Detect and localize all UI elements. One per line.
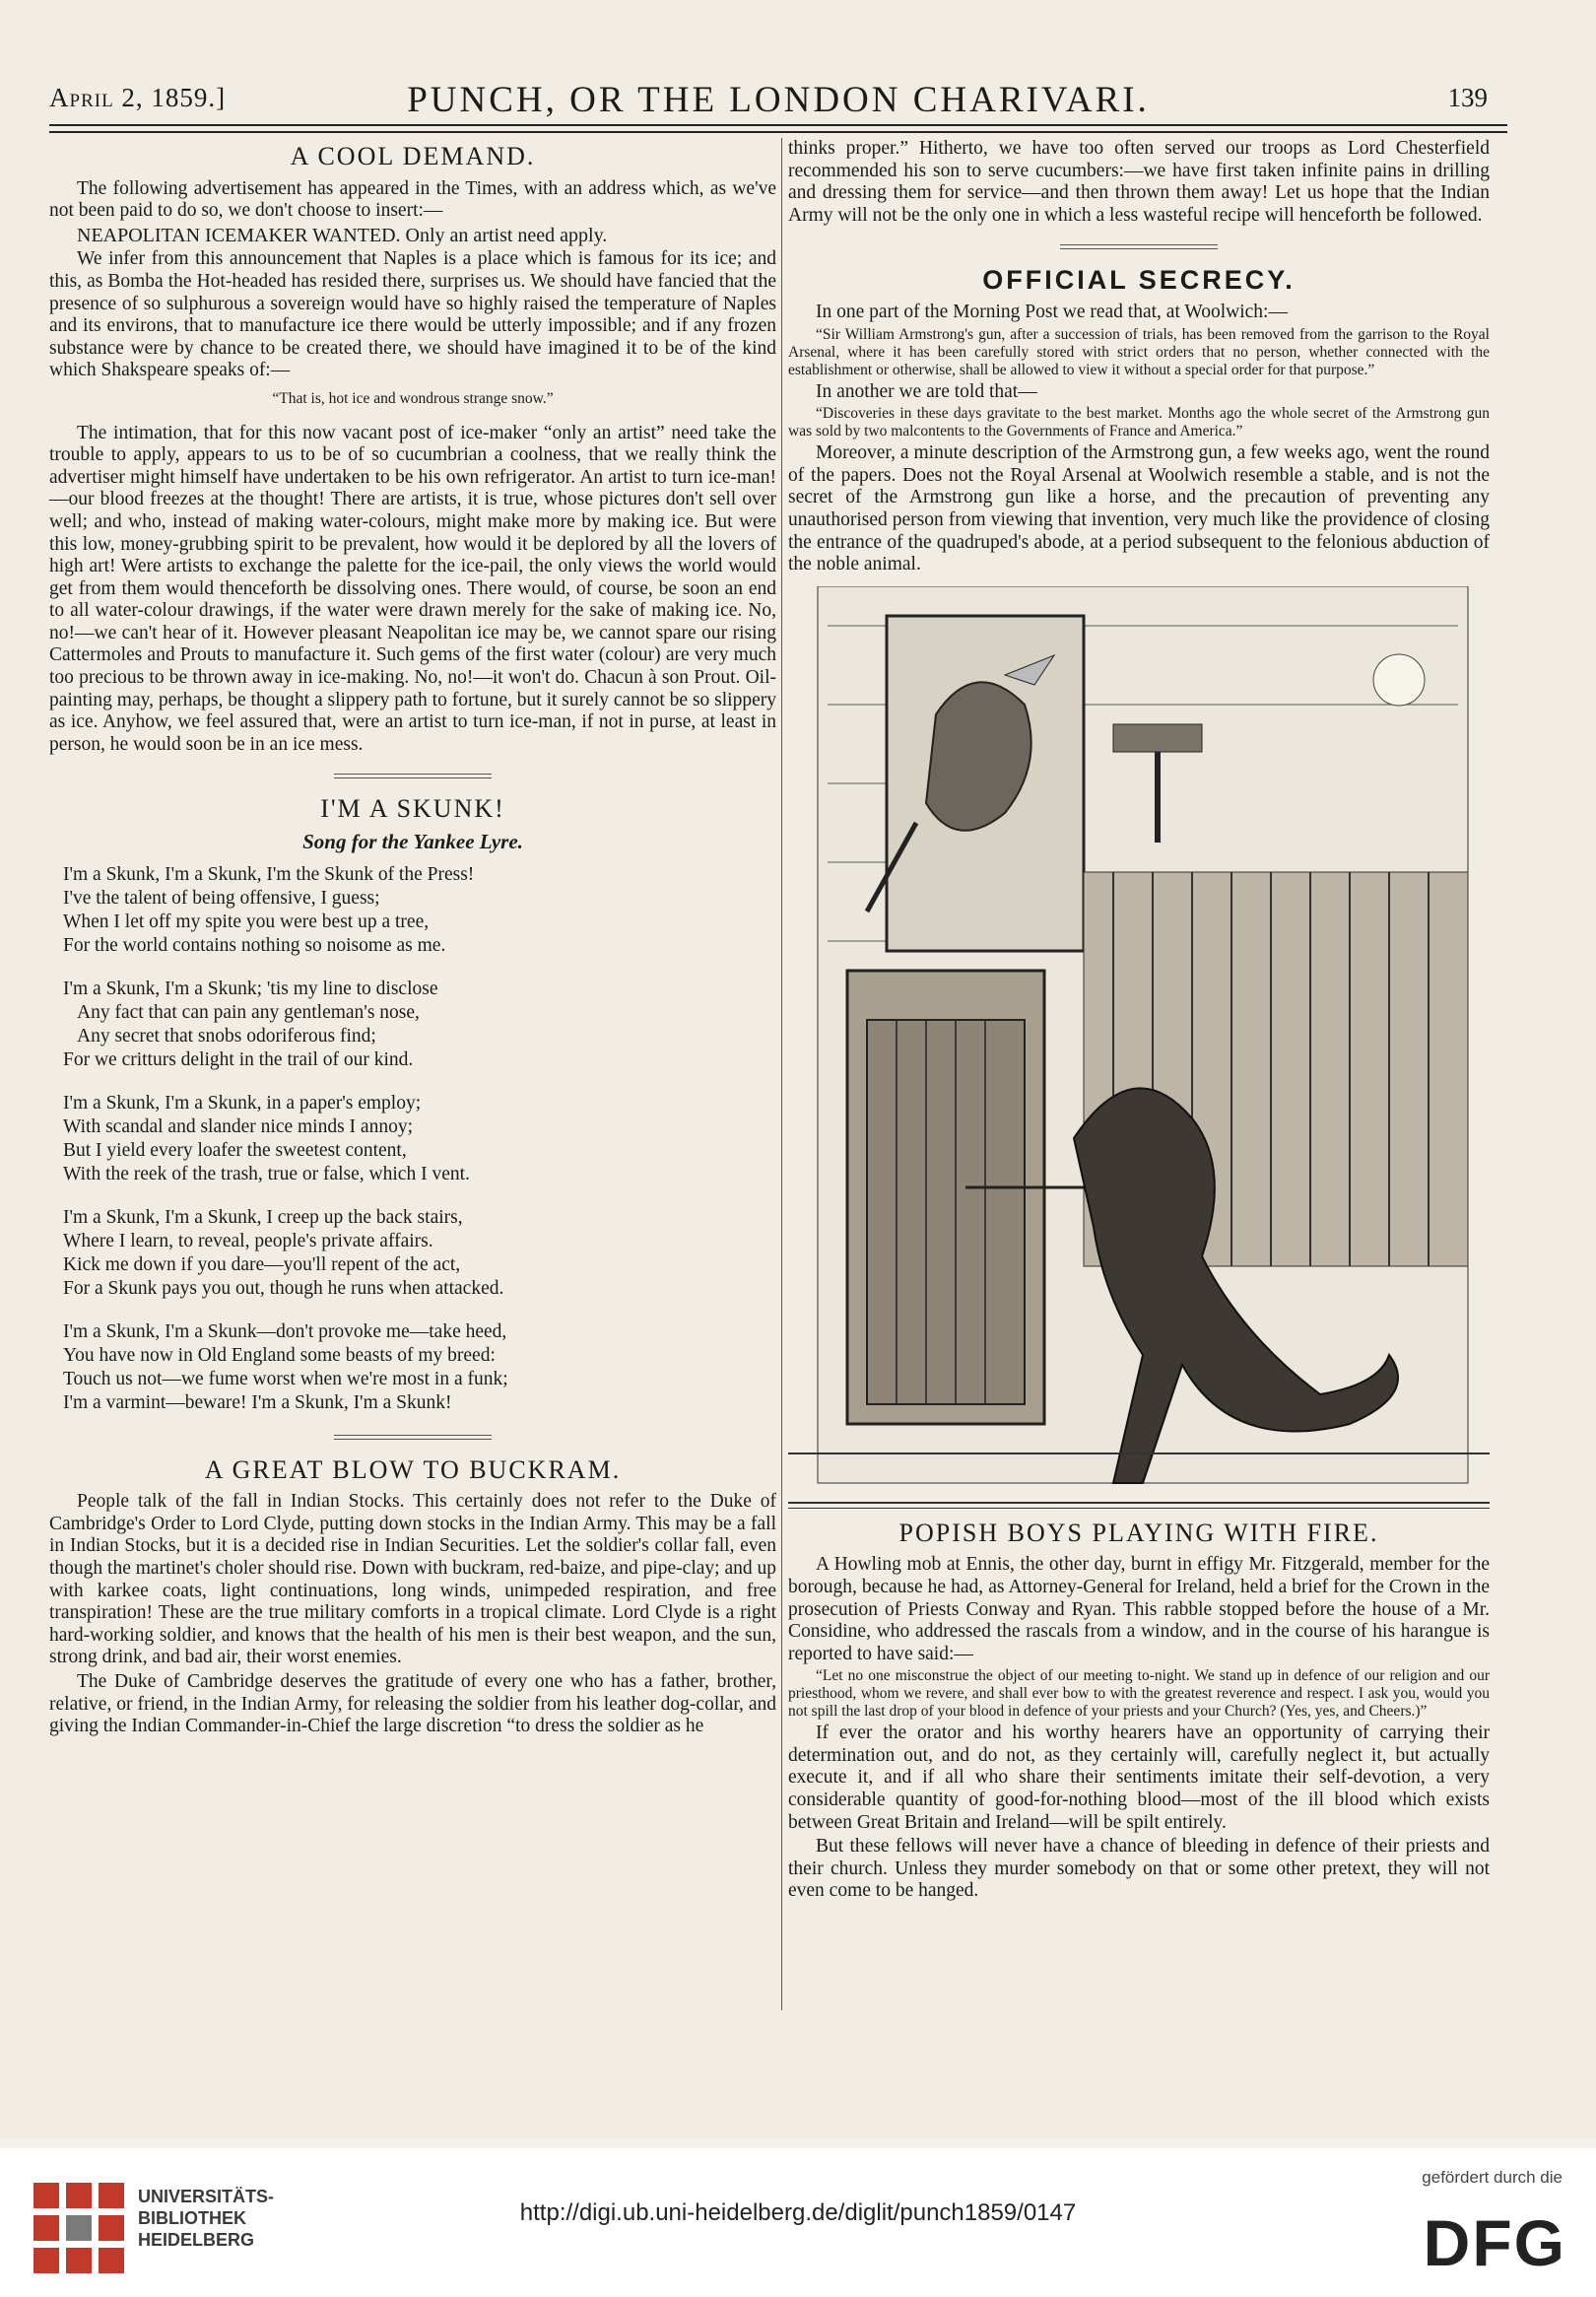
paragraph: In one part of the Morning Post we read that, at Woolwich:—	[816, 301, 1288, 322]
advertisement: NEAPOLITAN ICEMAKER WANTED. Only an artist need apply.	[77, 224, 608, 246]
poem-stanza	[63, 1320, 776, 1415]
paragraph: Moreover, a minute description of the Armstrong gun, a few weeks ago, went the round of the papers. Does not the Royal Arsenal at Woolwich resemble a stable, and is not the secret of the Armstrong gun like a horse, and the precaution of preventing any unauthorised person from viewing that invention, very much like the providence of closing the entrance of the quadruped's abode, at a period subsequent to the felonious abduction of the noble animal.	[788, 442, 1490, 575]
sponsor-label: gefördert durch die	[1422, 2168, 1563, 2187]
column-divider	[781, 138, 782, 2010]
sponsor-logo: DFG	[1423, 2206, 1566, 2279]
left-column	[49, 138, 776, 1740]
article-title-popish: POPISH BOYS PLAYING WITH FIRE.	[898, 1518, 1379, 1547]
digitization-footer	[0, 2148, 1596, 2297]
poem-line: Any secret that snobs odoriferous find;	[77, 1025, 376, 1047]
paragraph: The following advertisement has appeared in the Times, with an address which, as we've not been paid to do so, we don't choose to insert:—	[49, 177, 776, 222]
poem-line: I'm a Skunk, I'm a Skunk—don't provoke me—take heed,	[63, 1320, 507, 1342]
poem-line: I'm a Skunk, I'm a Skunk, in a paper's employ;	[63, 1092, 422, 1114]
poem-stanza	[63, 863, 776, 958]
paragraph: If ever the orator and his worthy hearers have an opportunity of carrying their determination out, and do not, as they certainly will, carefully neglect it, but actually execute it, and if all who share their sentiments imitate their self-devotion, a very considerable quantity of good-for-nothing blood—most of the ill blood which exists between Great Britain and Ireland—will be spilt entirely.	[788, 1723, 1490, 1833]
paragraph: The intimation, that for this now vacant post of ice-maker “only an artist” need take the trouble to apply, appears to us to be of so cucumbrian a coolness, that we really think the advertiser might himself have undertaken to be his own refrigerator. An artist to turn ice-man!—our blood freezes at the thought! There are artists, it is true, whose pictures don't sell over well; and who, instead of making water-colours, might make more by making ice. But were this low, money-grubbing spirit to be prevalent, how would it be deplored by all the lovers of high art! Were artists to exchange the palette for the ice-pail, the only views the world would get from them would thenceforth be dissolving ones. There would, of course, be soon an end to all water-colour drawings, if the water were drawn merely for the sake of making ice. No, no!—we can't hear of it. However pleasant Neapolitan ice may be, we cannot spare our rising Cattermoles and Prouts to manufacture it. Such gems of the first water (colour) are very much too precious to be thrown away in ice-making. No, no!—it won't do. Chacun à son Prout. Oil-painting may, perhaps, be thought a slippery path to fortune, but it surely cannot be so slippery as ice. Anyhow, we feel assured that, were an artist to turn ice-man, if not in purse, at least in person, he would soon be in an ice mess.	[49, 422, 776, 755]
section-separator	[1060, 244, 1218, 249]
poem-line: Kick me down if you dare—you'll repent of the act,	[63, 1253, 461, 1275]
paragraph: In another we are told that—	[816, 380, 1037, 402]
song-subtitle: Song for the Yankee Lyre.	[302, 830, 523, 854]
poem-line: With the reek of the trash, true or false, which I vent.	[63, 1163, 470, 1184]
poem-line: You have now in Old England some beasts of my breed:	[63, 1344, 496, 1366]
paragraph: A Howling mob at Ennis, the other day, burnt in effigy Mr. Fitzgerald, member for the borough, because he had, as Attorney-General for Ireland, held a brief for the Crown in the prosecution of Priests Conway and Ryan. This rabble stopped before the house of a Mr. Considine, who addressed the rascals from a window, and in the course of his harangue is reported to have said:—	[788, 1554, 1490, 1664]
page-number: 139	[1447, 83, 1488, 112]
poem-stanza	[63, 1206, 776, 1301]
poem-line: With scandal and slander nice minds I annoy;	[63, 1115, 413, 1137]
header-date: April 2, 1859.]	[49, 83, 227, 112]
quotation: “Discoveries in these days gravitate to the best market. Months ago the whole secret of the Armstrong gun was sold by two malcontents to the Governments of France and America.”	[788, 405, 1490, 440]
poem-line: I'm a varmint—beware! I'm a Skunk, I'm a Skunk!	[63, 1391, 452, 1413]
poem-line: Any fact that can pain any gentleman's nose,	[77, 1001, 420, 1023]
cartoon-illustration	[788, 586, 1490, 1488]
article-title-skunk: I'M A SKUNK!	[320, 794, 505, 824]
article-title-cool-demand: A COOL DEMAND.	[290, 142, 536, 170]
article-title-buckram: A GREAT BLOW TO BUCKRAM.	[204, 1454, 622, 1484]
paragraph: The Duke of Cambridge deserves the gratitude of every one who has a father, brother, relative, or friend, in the Indian Army, for releasing the soldier from his leather dog-collar, and giving the Indian Commander-in-Chief the large discretion “to dress the soldier as he	[49, 1670, 776, 1737]
poem-stanza	[63, 1092, 776, 1186]
poem-line: Touch us not—we fume worst when we're most in a funk;	[63, 1368, 508, 1389]
quotation: “Sir William Armstrong's gun, after a succession of trials, has been removed from the garrison to the Royal Arsenal, where it has been carefully stored with strict orders that no person, whether connected with the establishment or otherwise, shall be allowed to view it without a special order for that purpose.”	[788, 325, 1490, 378]
poem-line: Where I learn, to reveal, people's private affairs.	[63, 1230, 433, 1251]
source-url-link[interactable]: http://digi.ub.uni-heidelberg.de/diglit/punch1859/0147	[519, 2199, 1077, 2226]
section-separator	[334, 774, 492, 778]
quotation: “That is, hot ice and wondrous strange snow.”	[272, 389, 554, 407]
cartoon-drawing	[788, 586, 1490, 1488]
paragraph: People talk of the fall in Indian Stocks. This certainly does not refer to the Duke of Cambridge's Order to Lord Clyde, putting down stocks in the Indian Army. This may be a fall in Indian Stocks, but it is a decided rise in Indian Securities. Let the soldier's collar fall, even though the martinet's choler should rise. Down with buckram, red-baize, and pipe-clay; and up with karkee coats, light continuations, long winds, unimpeded respiration, and free transpiration! These are the true military comforts in a tropical climate. Lord Clyde is a right hard-working soldier, and knows that the health of his men is their best weapon, and the sun, strong drink, and bad air, their worst enemies.	[49, 1491, 776, 1668]
poem-line: For a Skunk pays you out, though he runs when attacked.	[63, 1277, 504, 1299]
paragraph: thinks proper.” Hitherto, we have too often served our troops as Lord Chesterfield recommended his son to serve cucumbers:—we have first taken infinite pains in drilling and dressing them for service—and then thrown them away! Let us hope that the Indian Army will not be the only one in which a less wasteful recipe will henceforth be followed.	[788, 138, 1490, 226]
article-title-secrecy: OFFICIAL SECRECY.	[982, 265, 1296, 296]
section-rule	[788, 1502, 1490, 1509]
poem-line: When I let off my spite you were best up a tree,	[63, 911, 430, 932]
poem-stanza	[63, 978, 776, 1072]
library-name-line: BIBLIOTHEK	[138, 2208, 246, 2228]
poem-line: For the world contains nothing so noisome as me.	[63, 934, 446, 956]
library-name-line: UNIVERSITÄTS-	[138, 2187, 275, 2206]
paragraph: We infer from this announcement that Naples is a place which is famous for its ice; and this, as Bomba the Hot-headed has resided there, surprises us. We should have fancied that the presence of so sulphurous a sovereign would have so highly raised the temperature of Naples and its environs, that to manufacture ice there would be utterly impossible; and if any frozen substance were by chance to be created there, we should have imagined it to be of the kind which Shakspeare speaks of:—	[49, 248, 776, 381]
poem-line: But I yield every loafer the sweetest content,	[63, 1139, 407, 1161]
poem-line: I'm a Skunk, I'm a Skunk; 'tis my line to disclose	[63, 978, 438, 999]
library-name-line: HEIDELBERG	[138, 2230, 255, 2250]
poem-line: I'm a Skunk, I'm a Skunk, I'm the Skunk of the Press!	[63, 863, 475, 885]
poem-line: I've the talent of being offensive, I guess;	[63, 887, 380, 909]
header-rule	[49, 124, 1507, 133]
paragraph: But these fellows will never have a chance of bleeding in defence of their priests and their church. Unless they murder somebody on that or some other pretext, they will not even come to be hanged.	[788, 1836, 1490, 1902]
quotation: “Let no one misconstrue the object of our meeting to-night. We stand up in defence of our religion and our priesthood, whom we revere, and shall ever bow to with the greatest reverence and respect. I ask you, would you not spill the last drop of your blood in defence of your priests and your Church? (Yes, yes, and Cheers.)”	[788, 1667, 1490, 1721]
right-column	[788, 138, 1490, 1905]
section-separator	[334, 1435, 492, 1440]
page-header	[49, 79, 1507, 120]
poem-line: For we critturs delight in the trail of our kind.	[63, 1048, 414, 1070]
poem-line: I'm a Skunk, I'm a Skunk, I creep up the back stairs,	[63, 1206, 463, 1228]
library-logo-icon	[33, 2183, 124, 2273]
masthead-title: PUNCH, OR THE LONDON CHARIVARI.	[407, 80, 1150, 120]
